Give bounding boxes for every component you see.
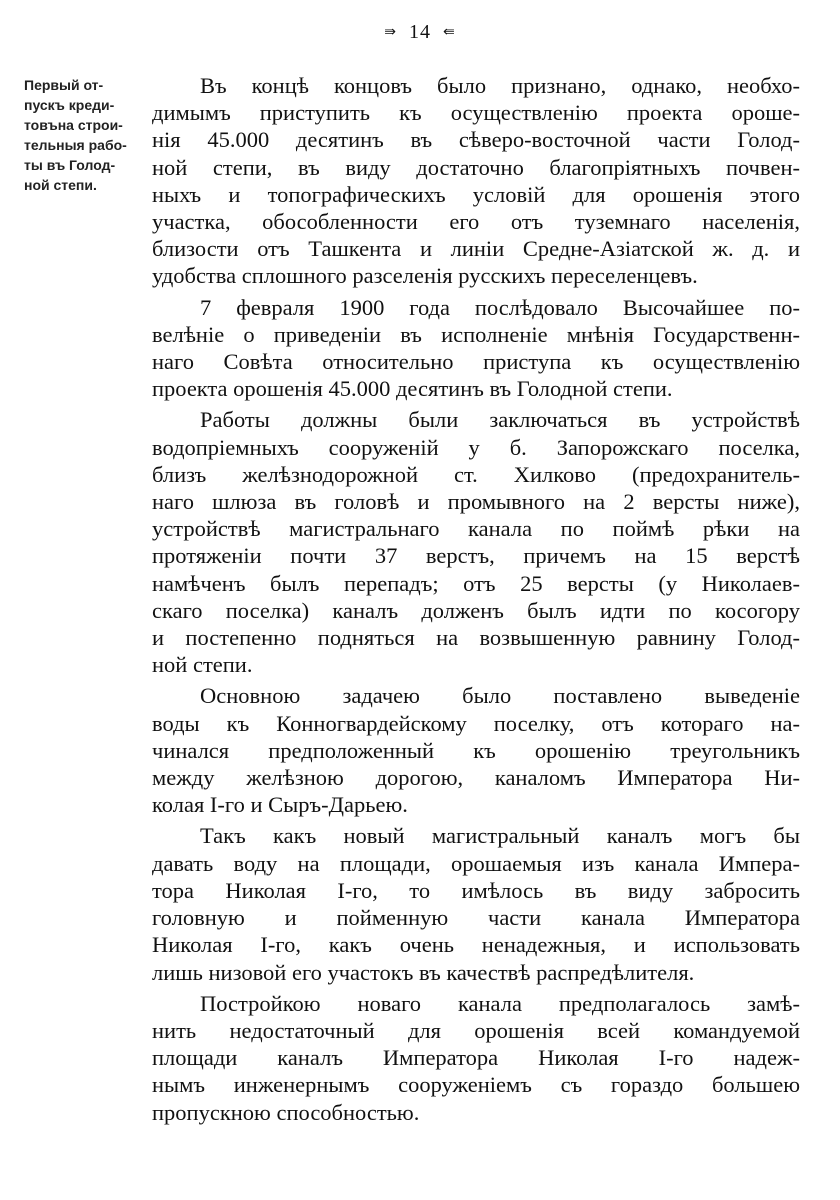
text-line: давать воду на площади, орошаемыя изъ канала Импера- (152, 850, 800, 876)
text-line: ныхъ и топографическихъ условій для орошенія этого (152, 181, 800, 207)
paragraph (152, 822, 800, 985)
margin-note-line: пускъ креди- (24, 97, 115, 113)
margin-note-line: Первый от- (24, 77, 104, 93)
text-line: чинался предположенный къ орошенію треугольникъ (152, 737, 800, 763)
text-line: наго шлюза въ головѣ и промывного на 2 версты ниже), (152, 489, 800, 515)
text-line: 7 февраля 1900 года послѣдовало Высочайшее по- (200, 294, 800, 320)
paragraph (152, 990, 800, 1126)
text-line: устройствѣ магистральнаго канала по поймѣ рѣки на (152, 516, 800, 542)
text-line: Работы должны были заключаться въ устройствѣ (200, 407, 800, 433)
right-ornament-icon: ⇚ (443, 24, 456, 41)
text-line: близъ желѣзнодорожной ст. Хилково (предохранитель- (152, 461, 800, 487)
text-line: велѣніе о приведеніи въ исполненіе мнѣнія Государственн- (152, 321, 800, 347)
text-line: и постепенно подняться на возвышенную равнину Голод- (152, 625, 800, 651)
text-line: Такъ какъ новый магистральный каналъ могъ бы (200, 823, 800, 849)
text-line: близости отъ Ташкента и линіи Средне-Азіатской ж. д. и (152, 236, 800, 262)
text-line: колая I-го и Сыръ-Дарьею. (152, 792, 408, 818)
text-line: ной степи. (152, 652, 253, 678)
text-line: намѣченъ былъ перепадъ; отъ 25 версты (у Николаев- (152, 570, 800, 596)
margin-note-line: товъна строи- (24, 117, 123, 133)
paragraph (152, 682, 800, 818)
margin-note-line: ты въ Голод- (24, 157, 116, 173)
margin-note-line: тельныя рабо- (24, 137, 127, 153)
text-line: Основною задачею было поставлено выведеніе (200, 683, 800, 709)
text-line: водопріемныхъ сооруженій у б. Запорожскаго поселка, (152, 434, 800, 460)
text-line: площади каналъ Императора Николая I-го надеж- (152, 1045, 800, 1071)
paragraph (152, 406, 800, 678)
text-line: скаго поселка) каналъ долженъ былъ идти по косогору (152, 597, 800, 623)
page-header (0, 20, 840, 44)
text-line: димымъ приступить къ осуществленію проекта ороше- (152, 100, 800, 126)
text-line: протяженіи почти 37 верстъ, причемъ на 15 верстѣ (152, 543, 800, 569)
text-line: Николая I-го, какъ очень ненадежныя, и использовать (152, 932, 800, 958)
text-line: ной степи, въ виду достаточно благопріятныхъ почвен- (152, 154, 800, 180)
text-line: удобства сплошного разселенія русскихъ переселенцевъ. (152, 263, 698, 289)
text-line: нымъ инженернымъ сооруженіемъ съ гораздо большею (152, 1072, 800, 1098)
text-line: нія 45.000 десятинъ въ сѣверо-восточной части Голод- (152, 127, 800, 153)
page-number: 14 (409, 20, 431, 43)
text-line: лишь низовой его участокъ въ качествѣ распредѣлителя. (152, 959, 695, 985)
text-line: воды къ Конногвардейскому поселку, отъ котораго на- (152, 710, 800, 736)
margin-note (24, 75, 146, 195)
paragraph (152, 72, 800, 290)
text-line: наго Совѣта относительно приступа къ осуществленію (152, 349, 800, 375)
text-line: Постройкою новаго канала предполагалось замѣ- (200, 990, 800, 1016)
text-line: нить недостаточный для орошенія всей командуемой (152, 1017, 800, 1043)
text-line: участка, обособленности его отъ туземнаго населенія, (152, 209, 800, 235)
text-line: проекта орошенія 45.000 десятинъ въ Голодной степи. (152, 376, 673, 402)
text-line: между желѣзною дорогою, каналомъ Императора Ни- (152, 765, 800, 791)
body-text (152, 72, 800, 1130)
text-line: Въ концѣ концовъ было признано, однако, необхо- (200, 73, 800, 98)
left-ornament-icon: ⇛ (384, 24, 397, 41)
text-line: пропускною способностью. (152, 1099, 420, 1125)
paragraph (152, 294, 800, 403)
text-line: головную и пойменную части канала Императора (152, 905, 800, 931)
margin-note-line: ной степи. (24, 177, 97, 193)
text-line: тора Николая I-го, то имѣлось въ виду забросить (152, 877, 800, 903)
